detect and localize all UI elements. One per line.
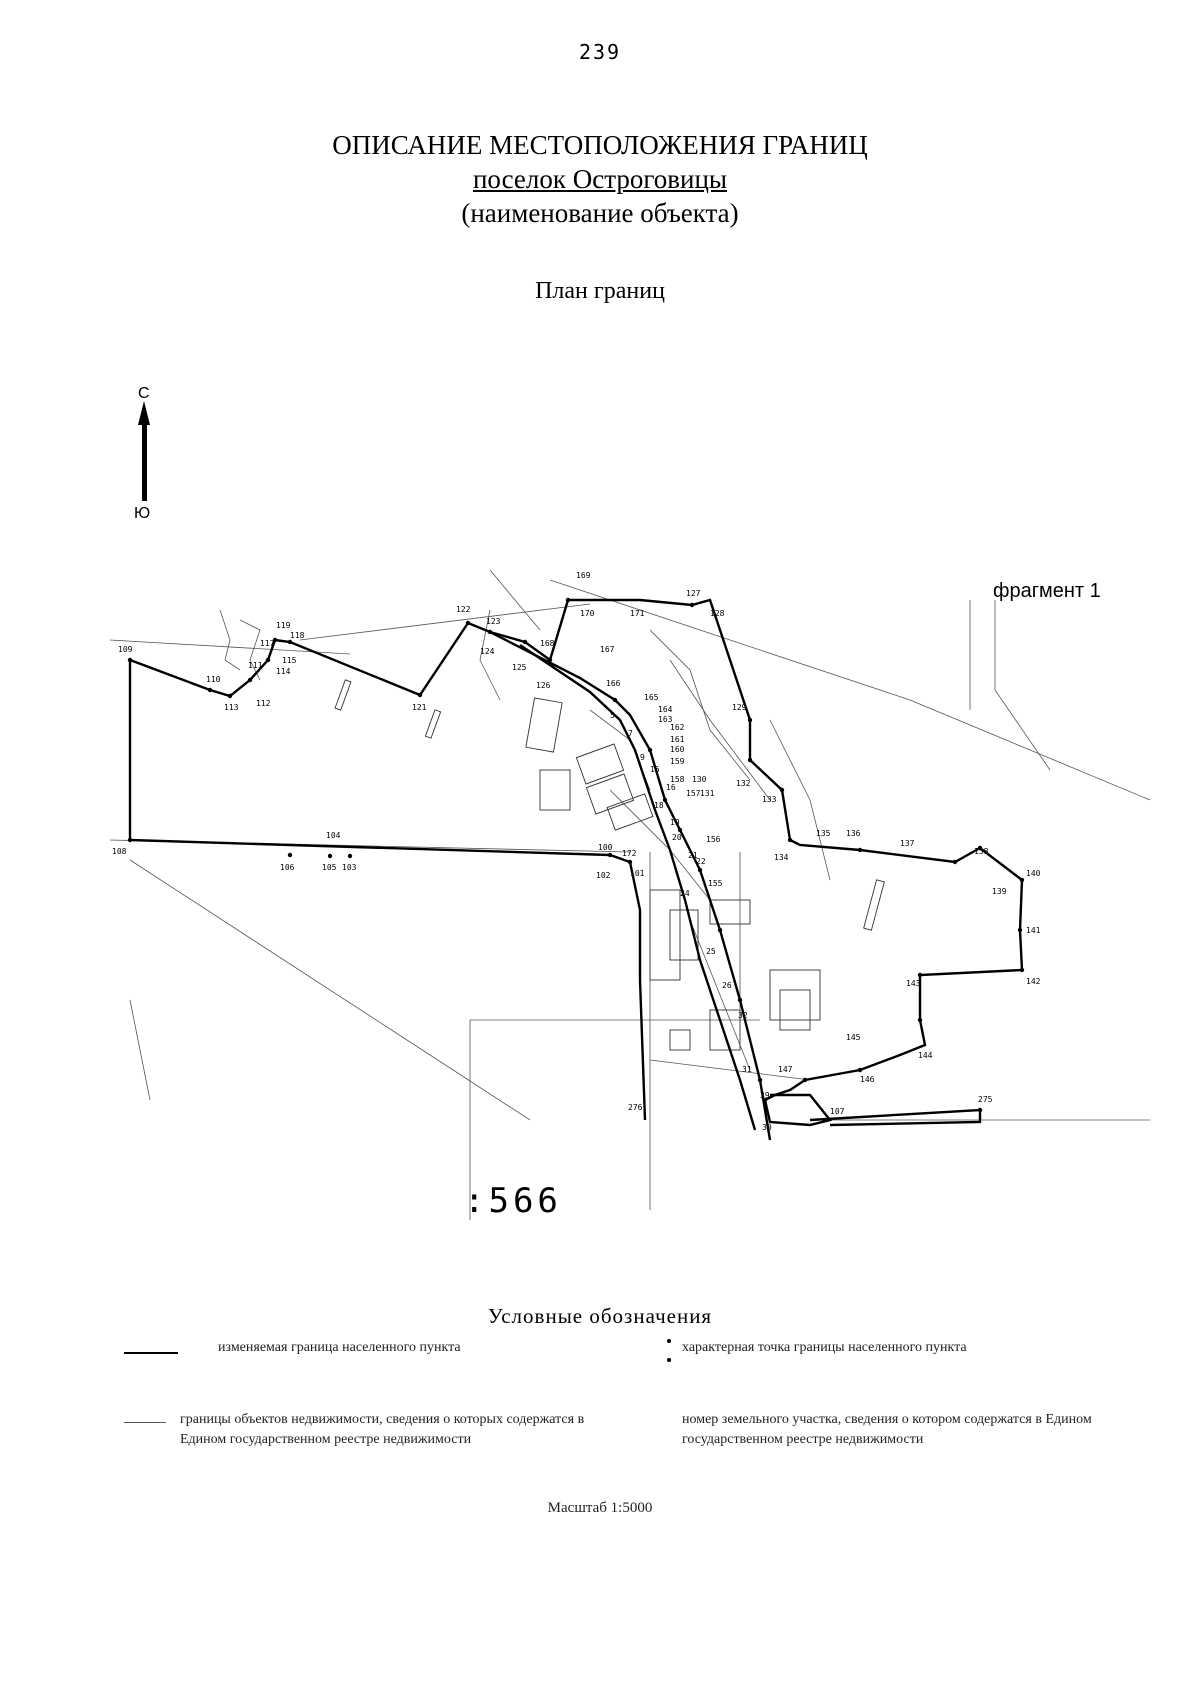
north-label: С bbox=[138, 385, 150, 402]
legend-thin-line bbox=[124, 1422, 166, 1423]
point-label: 164 bbox=[658, 705, 673, 714]
point-label: 167 bbox=[600, 645, 615, 654]
point-label: 26 bbox=[722, 981, 732, 990]
point-label: 166 bbox=[606, 679, 621, 688]
point-label: 132 bbox=[736, 779, 751, 788]
point-label: 117 bbox=[260, 639, 275, 648]
point-label: 144 bbox=[918, 1051, 933, 1060]
point-label: 7 bbox=[628, 729, 633, 738]
point-label: 114 bbox=[276, 667, 291, 676]
parcel-number: :566 bbox=[464, 1181, 562, 1221]
point-label: 31 bbox=[742, 1065, 752, 1074]
point-label: 165 bbox=[644, 693, 659, 702]
point-label: 112 bbox=[256, 699, 271, 708]
point-label: 140 bbox=[1026, 869, 1041, 878]
point-label: 147 bbox=[778, 1065, 793, 1074]
settlement-boundary bbox=[130, 600, 1022, 1140]
point-label: 19 bbox=[670, 818, 680, 827]
point-label: 130 bbox=[692, 775, 707, 784]
fragment-label: фрагмент 1 bbox=[993, 580, 1101, 602]
point-label: 133 bbox=[762, 795, 777, 804]
point-label: 21 bbox=[688, 851, 698, 860]
point-label: 159 bbox=[670, 757, 685, 766]
point-label: 124 bbox=[480, 647, 495, 656]
point-label: 168 bbox=[540, 639, 555, 648]
point-label: 101 bbox=[630, 869, 645, 878]
point-label: 172 bbox=[622, 849, 637, 858]
point-label: 161 bbox=[670, 735, 685, 744]
south-label: Ю bbox=[134, 505, 151, 522]
point-label: 276 bbox=[628, 1103, 643, 1112]
point-label: 109 bbox=[118, 645, 133, 654]
point-label: 139 bbox=[992, 887, 1007, 896]
page-number: 239 bbox=[578, 40, 622, 64]
map-scale: Масштаб 1:5000 bbox=[547, 1500, 653, 1516]
point-label: 141 bbox=[1026, 926, 1041, 935]
buildings bbox=[335, 680, 884, 1050]
point-label: 158 bbox=[670, 775, 685, 784]
legend-item-parcel-number: номер земельного участка, сведения о котором содержатся в Едином государственном реестре недвижимости bbox=[682, 1412, 1092, 1447]
point-label: 104 bbox=[326, 831, 341, 840]
point-label: 122 bbox=[456, 605, 471, 614]
point-label: 143 bbox=[906, 979, 921, 988]
point-label: 105 bbox=[322, 863, 337, 872]
north-arrow bbox=[124, 385, 164, 525]
document-header bbox=[0, 128, 1200, 230]
point-label: 169 bbox=[576, 571, 591, 580]
document-title: ОПИСАНИЕ МЕСТОПОЛОЖЕНИЯ ГРАНИЦ bbox=[332, 130, 868, 160]
point-label: 118 bbox=[290, 631, 305, 640]
point-label: 145 bbox=[846, 1033, 861, 1042]
point-label: 157 bbox=[686, 789, 701, 798]
point-label: 102 bbox=[596, 871, 611, 880]
point-label: 22 bbox=[696, 857, 706, 866]
north-arrow-icon bbox=[124, 399, 164, 519]
point-label: 25 bbox=[706, 947, 716, 956]
point-label: 146 bbox=[860, 1075, 875, 1084]
point-label: 121 bbox=[412, 703, 427, 712]
point-label: 155 bbox=[708, 879, 723, 888]
point-label: 171 bbox=[630, 609, 645, 618]
point-label: 32 bbox=[738, 1011, 748, 1020]
point-label: 20 bbox=[672, 833, 682, 842]
point-label: 162 bbox=[670, 723, 685, 732]
legend-point-icon bbox=[664, 1336, 674, 1366]
point-label: 163 bbox=[658, 715, 673, 724]
legend-title: Условные обозначения bbox=[487, 1304, 713, 1328]
point-label: 115 bbox=[282, 656, 297, 665]
point-label: 39 bbox=[760, 1091, 770, 1100]
legend-item-cadastral-objects: границы объектов недвижимости, сведения о которых содержатся в Едином государственном реестре недвижимости bbox=[180, 1412, 585, 1447]
point-label: 126 bbox=[536, 681, 551, 690]
point-label: 127 bbox=[686, 589, 701, 598]
point-label: 30 bbox=[762, 1123, 772, 1132]
point-label: 119 bbox=[276, 621, 291, 630]
point-label: 103 bbox=[342, 863, 357, 872]
point-label: 113 bbox=[224, 703, 239, 712]
legend-bold-line bbox=[124, 1352, 178, 1354]
point-label: 131 bbox=[700, 789, 715, 798]
point-label: 135 bbox=[816, 829, 831, 838]
point-label: 107 bbox=[830, 1107, 845, 1116]
point-label: 129 bbox=[732, 703, 747, 712]
point-label: 160 bbox=[670, 745, 685, 754]
point-label: 137 bbox=[900, 839, 915, 848]
point-label: 100 bbox=[598, 843, 613, 852]
point-label: 24 bbox=[680, 889, 690, 898]
point-label: 5 bbox=[610, 711, 615, 720]
point-label: 134 bbox=[774, 853, 789, 862]
point-label: 156 bbox=[706, 835, 721, 844]
point-label: 110 bbox=[206, 675, 221, 684]
point-label: 138 bbox=[974, 847, 989, 856]
point-label: 106 bbox=[280, 863, 295, 872]
object-caption: (наименование объекта) bbox=[461, 198, 739, 228]
legend-item-changed-boundary: изменяемая граница населенного пункта bbox=[218, 1340, 461, 1355]
point-label: 125 bbox=[512, 663, 527, 672]
point-label: 275 bbox=[978, 1095, 993, 1104]
point-label: 128 bbox=[710, 609, 725, 618]
point-label: 170 bbox=[580, 609, 595, 618]
point-label: 136 bbox=[846, 829, 861, 838]
point-label: 18 bbox=[654, 801, 664, 810]
point-label: 15 bbox=[650, 765, 660, 774]
object-name: поселок Остроговицы bbox=[472, 164, 728, 194]
plan-title: План границ bbox=[535, 278, 665, 304]
point-label: 142 bbox=[1026, 977, 1041, 986]
legend-item-boundary-point: характерная точка границы населенного пункта bbox=[682, 1340, 967, 1355]
point-label: 108 bbox=[112, 847, 127, 856]
point-label: 16 bbox=[666, 783, 676, 792]
point-label: 111 bbox=[248, 661, 263, 670]
point-label: 123 bbox=[486, 617, 501, 626]
point-label: 9 bbox=[640, 753, 645, 762]
